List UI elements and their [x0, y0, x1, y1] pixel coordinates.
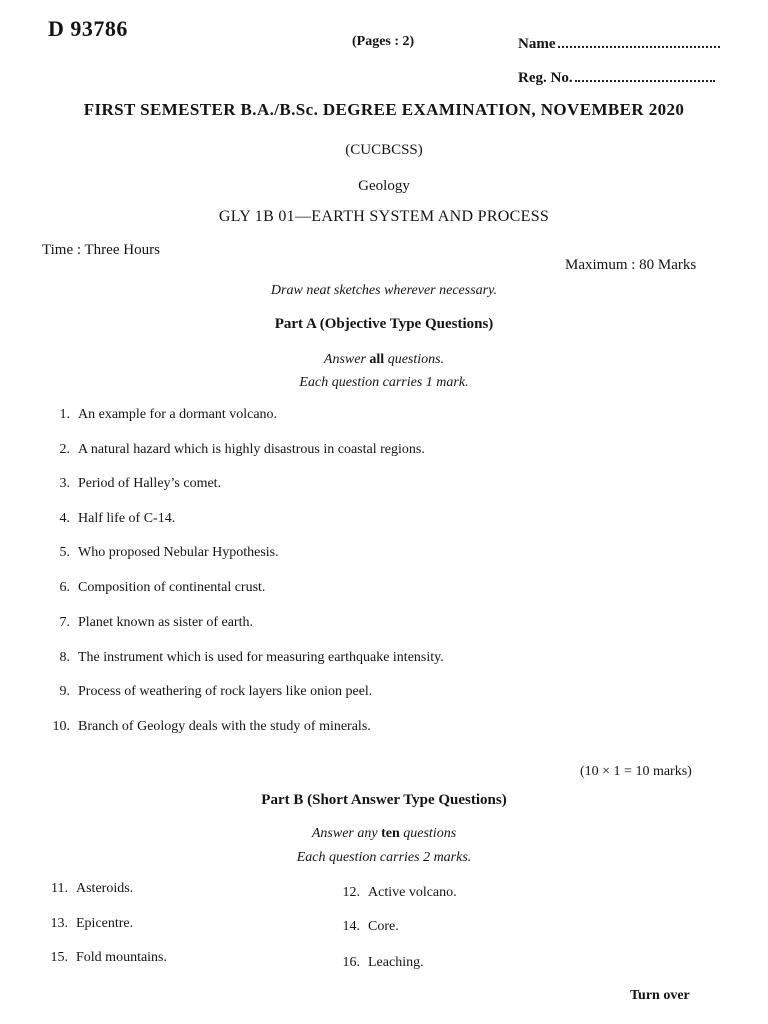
- question-13: 13. Epicentre.: [50, 916, 134, 931]
- part-b-note-suffix: questions: [399, 826, 457, 841]
- question-1: 1. An example for a dormant volcano.: [59, 407, 278, 422]
- scheme: (CUCBCSS): [345, 142, 423, 158]
- part-b-title: Part B (Short Answer Type Questions): [261, 792, 507, 808]
- subject: Geology: [358, 178, 410, 194]
- question-7: 7. Planet known as sister of earth.: [59, 615, 253, 630]
- part-a-title: Part A (Objective Type Questions): [274, 316, 494, 332]
- question-11: 11. Asteroids.: [51, 881, 134, 896]
- page-count: (Pages : 2): [352, 34, 415, 49]
- part-a-note-suffix: questions.: [384, 352, 445, 367]
- question-6: 6. Composition of continental crust.: [59, 580, 266, 595]
- question-12: 12. Active volcano.: [342, 885, 457, 900]
- question-3: 3. Period of Halley’s comet.: [59, 476, 222, 491]
- name-field: [518, 34, 720, 53]
- question-14: 14. Core.: [342, 919, 399, 934]
- part-a-marks-total: (10 × 1 = 10 marks): [580, 764, 692, 779]
- course-title: GLY 1B 01—EARTH SYSTEM AND PROCESS: [218, 208, 550, 225]
- part-b-note-emphasis: ten: [381, 826, 400, 841]
- part-a-note: [0, 352, 768, 368]
- time-allowed: Time : Three Hours: [42, 242, 160, 258]
- question-16: 16. Leaching.: [342, 955, 424, 970]
- question-2: 2. A natural hazard which is highly disastrous in coastal regions.: [59, 442, 425, 457]
- question-9: 9. Process of weathering of rock layers like onion peel.: [59, 684, 373, 699]
- part-a-marks-note: Each question carries 1 mark.: [299, 375, 469, 390]
- general-instruction: Draw neat sketches wherever necessary.: [270, 283, 498, 298]
- question-15: 15. Fold mountains.: [50, 950, 168, 965]
- question-5: 5. Who proposed Nebular Hypothesis.: [59, 545, 279, 560]
- paper-code: D 93786: [48, 16, 128, 41]
- part-b-note: [0, 826, 768, 842]
- question-8: 8. The instrument which is used for measuring earthquake intensity.: [59, 650, 444, 665]
- question-4: 4. Half life of C-14.: [59, 511, 176, 526]
- maximum-marks: Maximum : 80 Marks: [565, 257, 697, 273]
- question-10: 10. Branch of Geology deals with the study of minerals.: [52, 719, 371, 734]
- reg-no-field: [518, 68, 715, 87]
- turn-over: Turn over: [630, 988, 690, 1003]
- part-a-note-emphasis: all: [369, 352, 385, 367]
- name-label: Name: [518, 36, 556, 52]
- part-a-note-prefix: Answer: [323, 352, 370, 367]
- name-blank: [558, 34, 720, 48]
- reg-no-blank: [575, 68, 715, 82]
- reg-no-label: Reg. No.: [518, 70, 573, 86]
- exam-title: FIRST SEMESTER B.A./B.Sc. DEGREE EXAMINATION, NOVEMBER 2020: [83, 100, 685, 119]
- part-b-marks-note: Each question carries 2 marks.: [296, 850, 472, 865]
- part-b-note-prefix: Answer any: [311, 826, 382, 841]
